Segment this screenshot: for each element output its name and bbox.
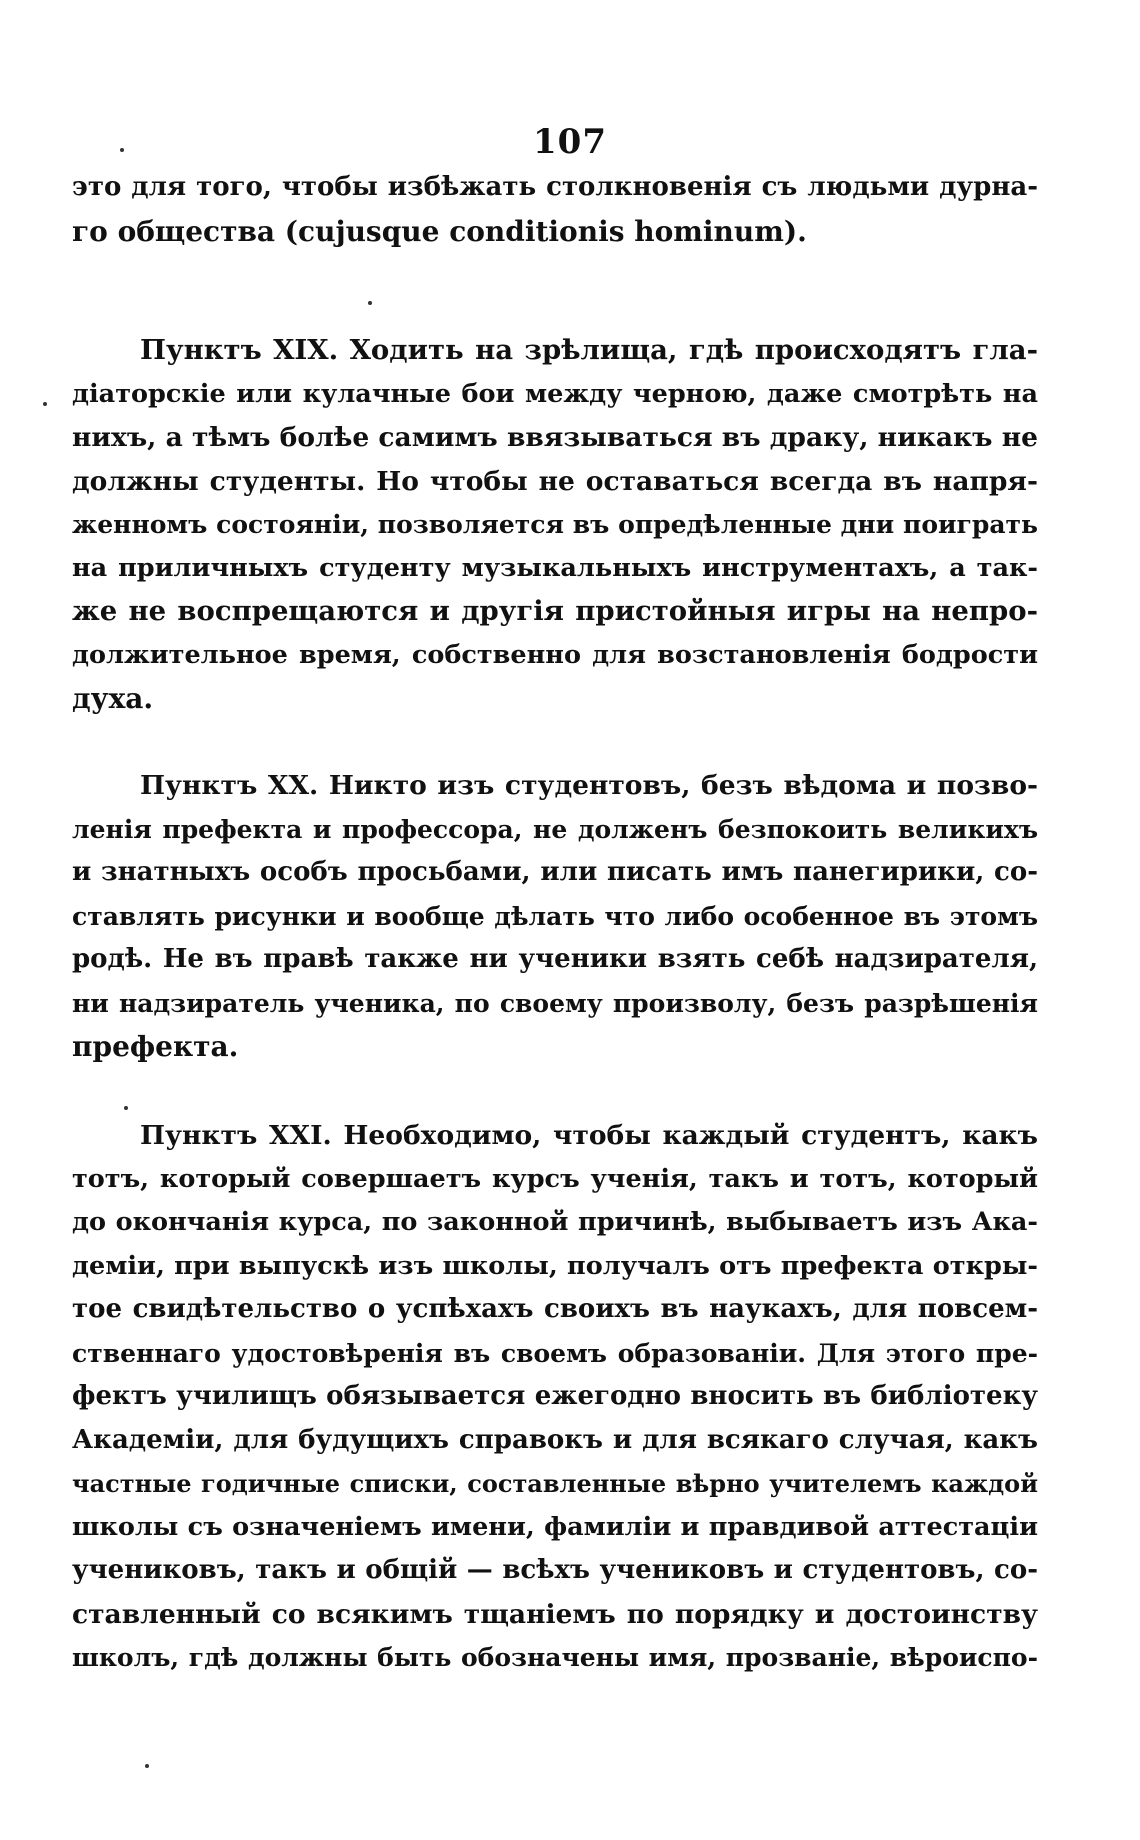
text-line: деміи, при выпускѣ изъ школы, получалъ отъ префекта откры- [72, 1250, 1038, 1281]
text-line: ставлять рисунки и вообще дѣлать что либо особенное въ этомъ [72, 901, 1038, 931]
scan-speck [43, 402, 47, 406]
text-line: до окончанія курса, по законной причинѣ, выбываетъ изъ Ака- [72, 1207, 1038, 1237]
text-line: діаторскіе или кулачные бои между черною, даже смотрѣть на [72, 378, 1038, 409]
text-line: фектъ училищъ обязывается ежегодно вносить въ библіотеку [72, 1381, 1038, 1411]
text-line: ленія префекта и профессора, не долженъ безпокоить великихъ [72, 814, 1038, 844]
text-line: духа. [72, 682, 154, 715]
text-line: школы съ означеніемъ имени, фамиліи и правдивой аттестаціи [72, 1511, 1038, 1542]
text-line: нихъ, а тѣмъ болѣе самимъ ввязываться въ драку, никакъ не [72, 422, 1038, 453]
text-line: ни надзиратель ученика, по своему произволу, безъ разрѣшенія [72, 988, 1038, 1018]
text-line: Пунктъ XX. Никто изъ студентовъ, безъ вѣдома и позво- [140, 770, 1038, 801]
text-line: ставленный со всякимъ тщаніемъ по порядку и достоинству [72, 1598, 1038, 1630]
paragraph-xix [72, 329, 1038, 721]
scan-speck [124, 1106, 128, 1110]
text-line: го общества (cujusque conditionis hominum). [72, 214, 807, 248]
text-line: родѣ. Не въ правѣ также ни ученики взять себѣ надзирателя, [72, 944, 1038, 974]
text-line: Академіи, для будущихъ справокъ и для всякаго случая, какъ [72, 1424, 1038, 1455]
text-line: должительное время, собственно для возстановленія бодрости [72, 639, 1038, 670]
text-line: должны студенты. Но чтобы не оставаться всегда въ напря- [72, 465, 1038, 497]
text-line: это для того, чтобы избѣжать столкновенія съ людьми дурна- [72, 172, 1038, 202]
scan-speck [145, 1764, 149, 1768]
text-line: частные годичные списки, составленные вѣрно учителемъ каждой [72, 1469, 1038, 1498]
intro-text [72, 166, 1038, 253]
text-line: на приличныхъ студенту музыкальныхъ инструментахъ, а так- [72, 552, 1038, 583]
text-line: и знатныхъ особъ просьбами, или писать имъ панегирики, со- [72, 857, 1038, 887]
scan-speck [120, 148, 124, 152]
text-line: префекта. [72, 1030, 239, 1063]
paragraph-xxi [72, 1114, 1038, 1680]
text-line: учениковъ, такъ и общій — всѣхъ учениковъ и студентовъ, со- [72, 1555, 1038, 1585]
scan-speck [368, 301, 372, 305]
text-line: тотъ, который совершаетъ курсъ ученія, такъ и тотъ, который [72, 1163, 1038, 1194]
page-number: 107 [533, 122, 607, 162]
paragraph-xx [72, 764, 1038, 1069]
text-line: Пунктъ XXI. Необходимо, чтобы каждый студентъ, какъ [140, 1120, 1038, 1151]
text-line: ственнаго удостовѣренія въ своемъ образованіи. Для этого пре- [72, 1338, 1038, 1368]
text-line: же не воспрещаются и другія пристойныя игры на непро- [72, 595, 1038, 627]
text-line: женномъ состояніи, позволяется въ опредѣленные дни поиграть [72, 510, 1038, 539]
text-line: тое свидѣтельство о успѣхахъ своихъ въ наукахъ, для повсем- [72, 1294, 1038, 1324]
text-line: Пунктъ XIX. Ходить на зрѣлища, гдѣ происходятъ гла- [140, 334, 1038, 366]
text-line: школъ, гдѣ должны быть обозначены имя, прозваніе, вѣроиспо- [72, 1643, 1038, 1672]
